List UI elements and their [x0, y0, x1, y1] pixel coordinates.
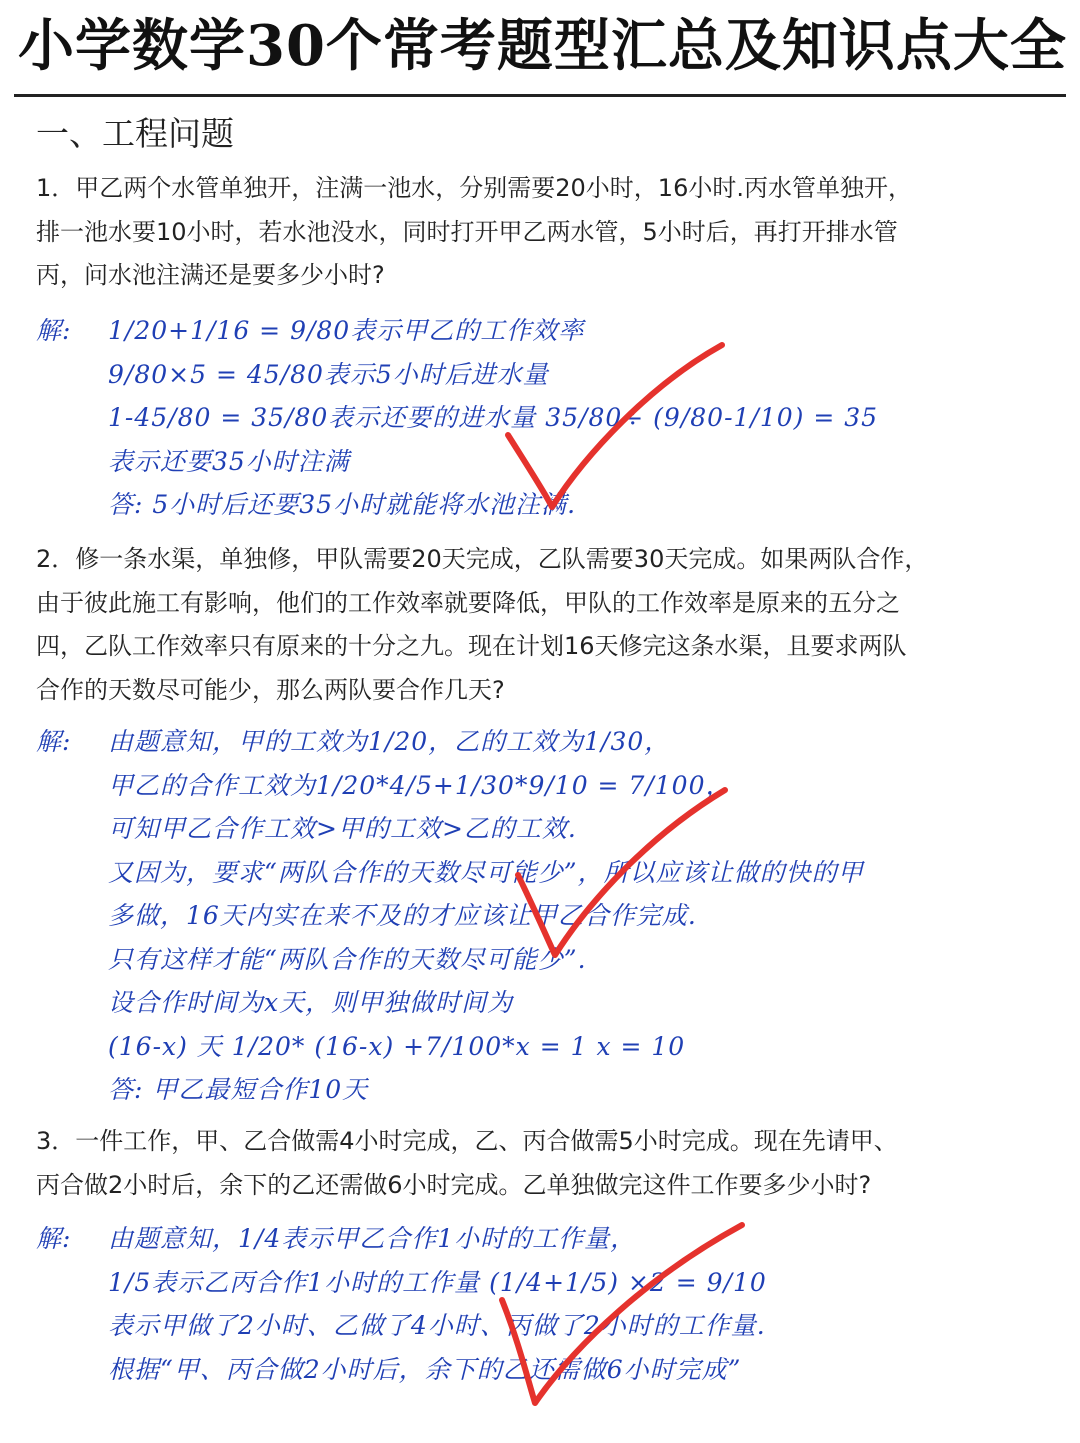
- solution-3: [36, 1217, 1056, 1391]
- solution-3-line: 根据“甲、丙合做2小时后，余下的乙还需做6小时完成”: [108, 1354, 742, 1384]
- page-title: 小学数学30个常考题型汇总及知识点大全: [18, 13, 1067, 79]
- solution-2-line: 只有这样才能“两队合作的天数尽可能少”.: [108, 944, 587, 974]
- problem-2-line: 合作的天数尽可能少，那么两队要合作几天?: [36, 675, 505, 704]
- problem-1-line: 排一池水要10小时，若水池没水，同时打开甲乙两水管，5小时后，再打开排水管: [36, 217, 898, 246]
- solution-2-line: (16-x) 天 1/20* (16-x) +7/100*x = 1 x = 10: [108, 1031, 686, 1061]
- solution-2-line: 由题意知，甲的工效为1/20，乙的工效为1/30，: [108, 727, 671, 756]
- solution-2-line: 甲乙的合作工效为1/20*4/5+1/30*9/10 = 7/100，: [108, 770, 732, 800]
- solution-2-answer: 答: 甲乙最短合作10天: [108, 1075, 369, 1104]
- problem-2-line: 四，乙队工作效率只有原来的十分之九。现在计划16天修完这条水渠，且要求两队: [36, 632, 907, 660]
- problem-1-line: 丙，问水池注满还是要多少小时?: [36, 261, 385, 289]
- problem-3: [36, 1120, 1048, 1207]
- solution-3-line: 由题意知，1/4表示甲乙合作1小时的工作量，: [108, 1224, 637, 1253]
- solution-2-line: 可知甲乙合作工效>甲的工效>乙的工效.: [108, 814, 577, 843]
- problem-2: [36, 538, 1048, 712]
- solution-1-line: 表示还要35小时注满: [108, 446, 350, 476]
- solution-2-line: 多做，16天内实在来不及的才应该让甲乙合作完成.: [108, 901, 697, 930]
- solution-1-line: 9/80×5 = 45/80表示5小时后进水量: [108, 359, 549, 389]
- problem-1-line: 1．甲乙两个水管单独开，注满一池水，分别需要20小时，16小时.丙水管单独开，: [36, 174, 912, 202]
- solution-3-label: 解:: [36, 1224, 72, 1253]
- solution-3-line: 1/5表示乙丙合作1小时的工作量 (1/4+1/5) ×2 = 9/10: [108, 1267, 767, 1297]
- solution-1-label: 解:: [36, 316, 72, 345]
- solution-1-answer: 答: 5小时后还要35小时就能将水池注满.: [108, 490, 577, 519]
- problem-3-line: 3．一件工作，甲、乙合做需4小时完成，乙、丙合做需5小时完成。现在先请甲、: [36, 1127, 898, 1155]
- problem-3-line: 丙合做2小时后，余下的乙还需做6小时完成。乙单独做完这件工作要多少小时?: [36, 1170, 872, 1199]
- solution-2-label: 解:: [36, 727, 72, 756]
- title-divider: [14, 94, 1066, 97]
- solution-1-line: 1/20+1/16 = 9/80表示甲乙的工作效率: [108, 316, 585, 345]
- solution-1: [36, 309, 1056, 527]
- solution-2: [36, 720, 1056, 1112]
- solution-2-line: 又因为，要求“两队合作的天数尽可能少”，所以应该让做的快的甲: [108, 857, 864, 887]
- problem-2-line: 由于彼此施工有影响，他们的工作效率就要降低，甲队的工作效率是原来的五分之: [36, 588, 900, 617]
- solution-3-line: 表示甲做了2小时、乙做了4小时、丙做了2小时的工作量.: [108, 1311, 766, 1340]
- section-heading: 一、工程问题: [36, 114, 234, 153]
- solution-1-line: 1-45/80 = 35/80表示还要的进水量 35/80÷ (9/80-1/10) = 35: [108, 403, 879, 432]
- problem-2-line: 2．修一条水渠，单独修，甲队需要20天完成，乙队需要30天完成。如果两队合作，: [36, 545, 929, 573]
- solution-2-line: 设合作时间为x天，则甲独做时间为: [108, 988, 514, 1017]
- problem-1: [36, 167, 1048, 298]
